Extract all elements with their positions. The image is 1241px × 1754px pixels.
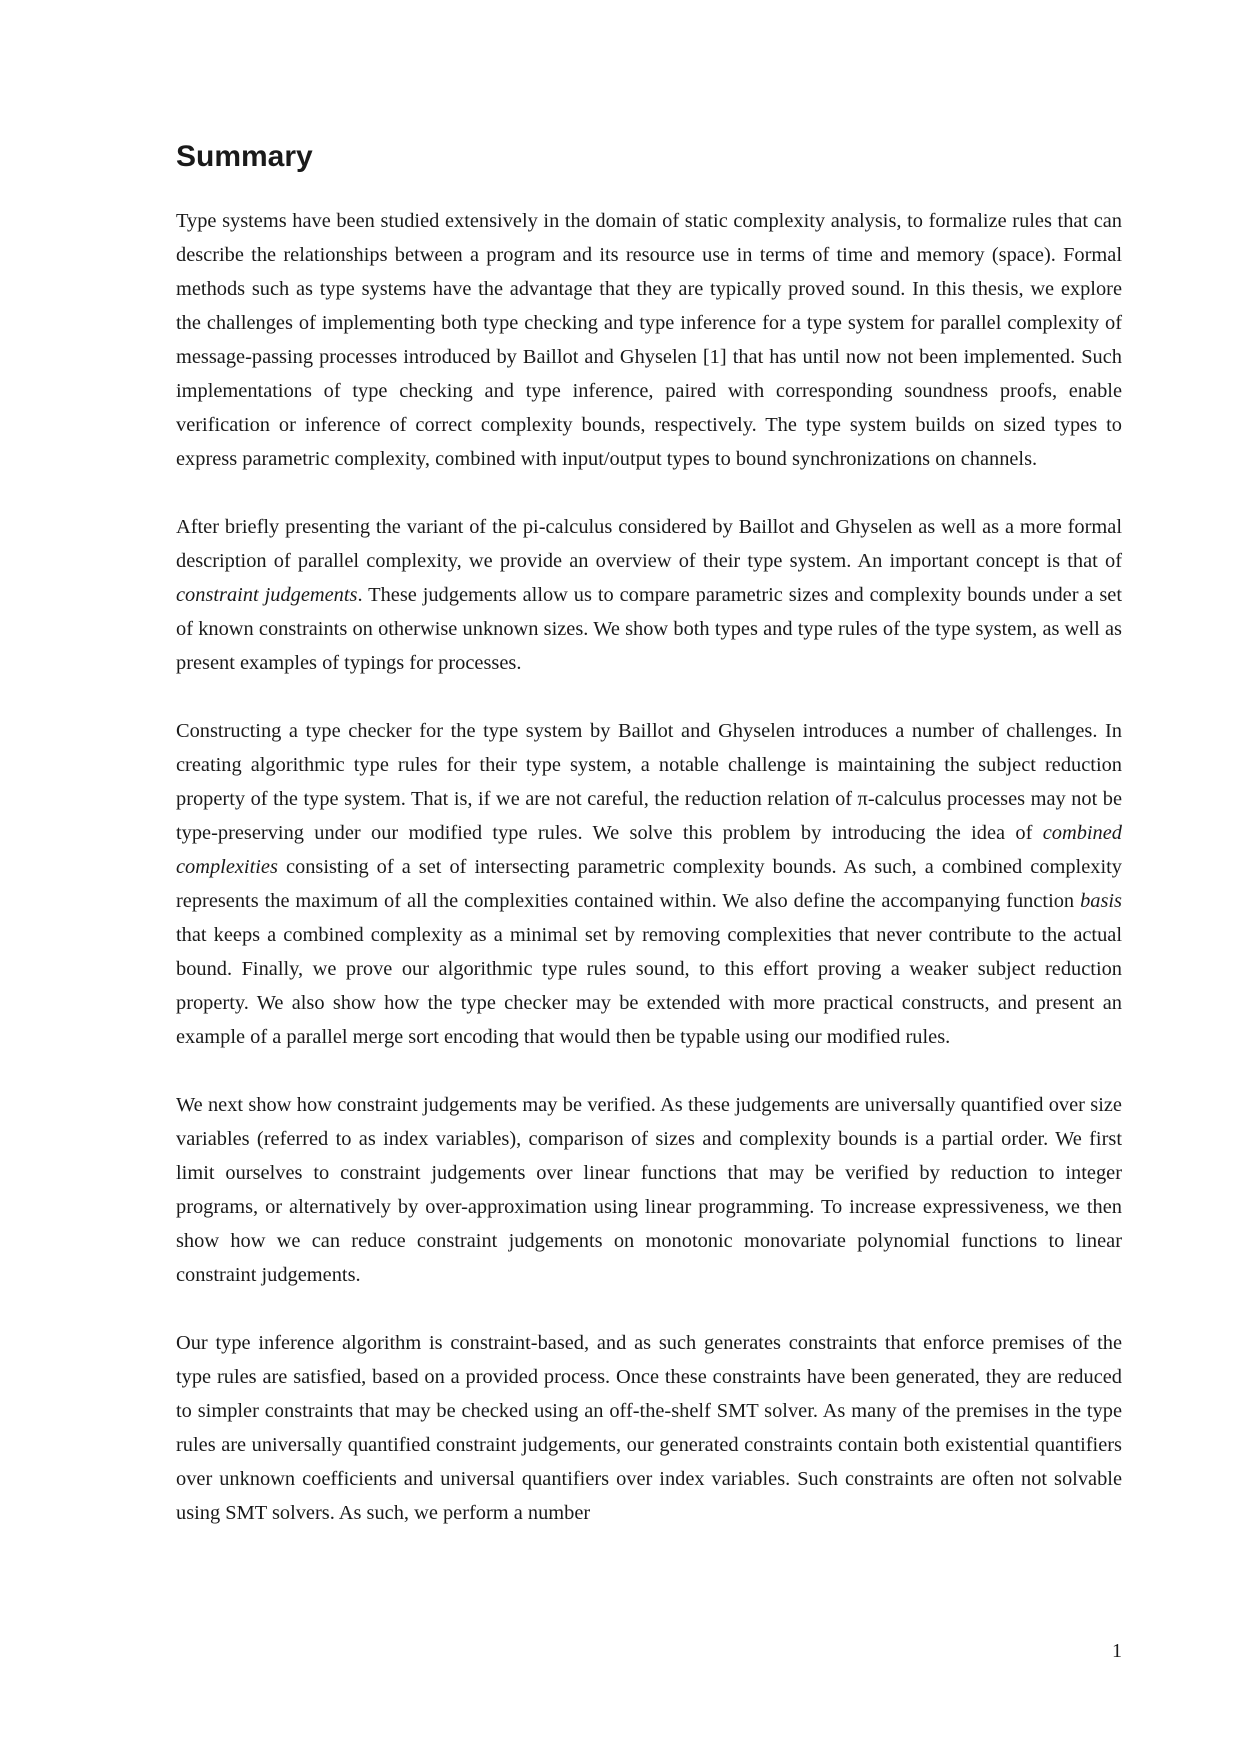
paragraph-2-part-a: After briefly presenting the variant of the pi-calculus considered by Baillot and Ghyselen as well as a more formal description of parallel complexity, we provide an overview of their type system. An important concept is that of — [176, 516, 1122, 572]
paragraph-2-emphasis: constraint judgements — [176, 584, 358, 606]
paragraph-4: We next show how constraint judgements may be verified. As these judgements are universally quantified over size variables (referred to as index variables), comparison of sizes and complexity bounds is a partial order. We first limit ourselves to constraint judgements over linear functions that may be verified by reduction to integer programs, or alternatively by over-approximation using linear programming. To increase expressiveness, we then show how we can reduce constraint judgements on monotonic monovariate polynomial functions to linear constraint judgements. — [176, 1094, 1122, 1286]
paragraph-2-part-b: . These judgements allow us to compare parametric sizes and complexity bounds under a set of known constraints on otherwise unknown sizes. We show both types and type rules of the type system, as well as present examples of typings for processes. — [176, 584, 1122, 674]
paragraph-3-part-b: consisting of a set of intersecting parametric complexity bounds. As such, a combined complexity represents the maximum of all the complexities contained within. We also define the accompanying function — [176, 856, 1122, 912]
paragraph-5: Our type inference algorithm is constraint-based, and as such generates constraints that enforce premises of the type rules are satisfied, based on a provided process. Once these constraints have been generated, they are reduced to simpler constraints that may be checked using an off-the-shelf SMT solver. As many of the premises in the type rules are universally quantified constraint judgements, our generated constraints contain both existential quantifiers over unknown coefficients and universal quantifiers over index variables. Such constraints are often not solvable using SMT solvers. As such, we perform a number — [176, 1332, 1122, 1524]
page-content — [176, 140, 1122, 1564]
paragraph-3-part-a: Constructing a type checker for the type system by Baillot and Ghyselen introduces a number of challenges. In creating algorithmic type rules for their type system, a notable challenge is maintaining the subject reduction property of the type system. That is, if we are not careful, the reduction relation of π-calculus processes may not be type-preserving under our modified type rules. We solve this problem by introducing the idea of — [176, 720, 1122, 844]
paragraph-3-emphasis-1: combined complexities — [176, 822, 1122, 878]
section-title: Summary — [176, 140, 313, 173]
paragraph-3 — [176, 714, 1122, 1054]
paragraph-3-emphasis-2: basis — [1080, 890, 1122, 912]
paragraph-1: Type systems have been studied extensively in the domain of static complexity analysis, to formalize rules that can describe the relationships between a program and its resource use in terms of time and memory (space). Formal methods such as type systems have the advantage that they are typically proved sound. In this thesis, we explore the challenges of implementing both type checking and type inference for a type system for parallel complexity of message-passing processes introduced by Baillot and Ghyselen [1] that has until now not been implemented. Such implementations of type checking and type inference, paired with corresponding soundness proofs, enable verification or inference of correct complexity bounds, respectively. The type system builds on sized types to express parametric complexity, combined with input/output types to bound synchronizations on channels. — [176, 210, 1122, 470]
paragraph-2 — [176, 510, 1122, 680]
paragraph-3-part-c: that keeps a combined complexity as a minimal set by removing complexities that never contribute to the actual bound. Finally, we prove our algorithmic type rules sound, to this effort proving a weaker subject reduction property. We also show how the type checker may be extended with more practical constructs, and present an example of a parallel merge sort encoding that would then be typable using our modified rules. — [176, 924, 1122, 1048]
page-number: 1 — [1112, 1640, 1122, 1662]
